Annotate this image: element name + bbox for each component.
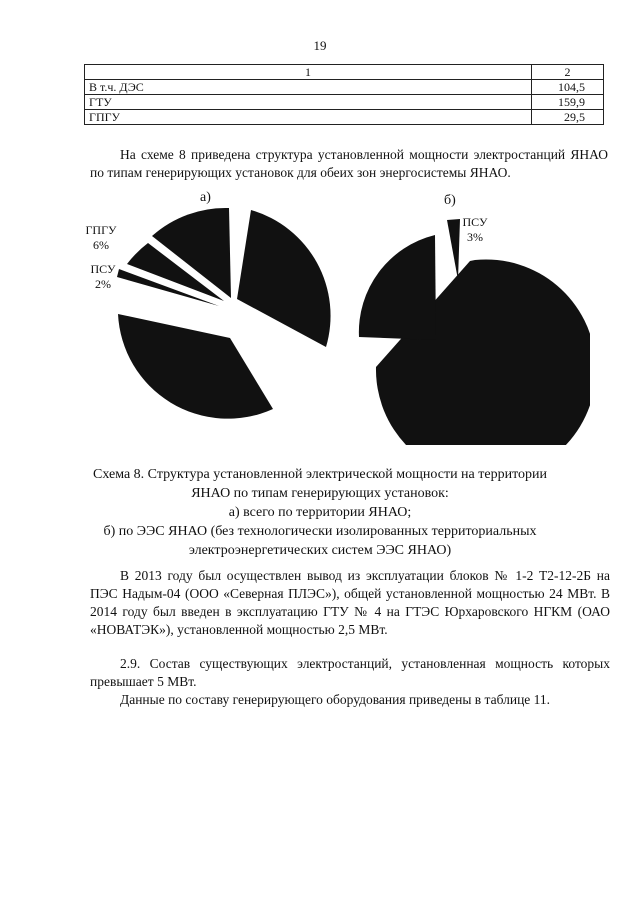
figure-caption	[80, 465, 560, 560]
table-cell-label: В т.ч. ДЭС	[85, 80, 532, 95]
pie-b-slice-second	[359, 235, 436, 340]
pie-b-label-psu	[452, 215, 498, 245]
table-row	[85, 80, 604, 95]
page-number: 19	[313, 38, 327, 53]
pie-chart-b	[350, 215, 590, 445]
table-cell-value: 159,9	[532, 95, 604, 110]
pie-a-letter: а)	[200, 190, 211, 205]
pie-a-label-gpgu-pct: 6%	[93, 238, 109, 252]
pie-a-label-gpgu-name: ГПГУ	[85, 223, 117, 237]
caption-line: Схема 8. Структура установленной электрической мощности на территории	[92, 467, 548, 482]
pie-b-letter: б)	[444, 193, 456, 208]
caption-line: электроэнергетических систем ЭЭС ЯНАО)	[188, 543, 452, 558]
intro-paragraph: На схеме 8 приведена структура установленной мощности электростанций ЯНАО по типам генерирующих установок для обеих зон энергосистемы ЯНАО.	[90, 147, 608, 180]
pie-a-label-psu-name: ПСУ	[90, 262, 116, 276]
continuation-table	[84, 64, 604, 125]
pie-a-label-psu-pct: 2%	[95, 277, 111, 291]
pie-b-label-psu-pct: 3%	[467, 230, 483, 244]
table-cell-value: 104,5	[532, 80, 604, 95]
pie-a-slice-des	[118, 314, 273, 419]
table-row	[85, 95, 604, 110]
paragraph-2013: В 2013 году был осуществлен вывод из эксплуатации блоков № 1-2 Т2-12-2Б на ПЭС Надым-04 (ООО «Северная ПЛЭС»), общей установленной мощностью 24 МВт. В 2014 году был введен в эксплуатацию ГТУ № 4 на ГТЭС Юрхаровского НГКМ (ОАО «НОВАТЭК»), установленной мощностью 2,5 МВт.	[90, 568, 610, 637]
table-cell-value: 29,5	[532, 110, 604, 125]
table-header-row	[85, 65, 604, 80]
pie-a-slice-gtu	[237, 210, 331, 347]
pie-b-label-psu-name: ПСУ	[462, 215, 488, 229]
pie-a-label-psu	[80, 262, 126, 292]
table-cell-label: ГТУ	[85, 95, 532, 110]
paragraph-section-2-9: 2.9. Состав существующих электростанций, установленная мощность которых превышает 5 МВт.	[90, 656, 610, 689]
caption-line: б) по ЭЭС ЯНАО (без технологически изолированных территориальных	[103, 524, 537, 539]
table-cell-label: ГПГУ	[85, 110, 532, 125]
pie-chart-a	[100, 205, 340, 435]
table-row	[85, 110, 604, 125]
table-header-cell: 1	[85, 65, 532, 80]
paragraph-table-reference: Данные по составу генерирующего оборудования приведены в таблице 11.	[120, 692, 551, 707]
table-header-cell: 2	[532, 65, 604, 80]
caption-line: ЯНАО по типам генерирующих установок:	[191, 486, 449, 501]
pie-a-label-gpgu	[78, 223, 124, 253]
caption-line: а) всего по территории ЯНАО;	[228, 505, 412, 520]
